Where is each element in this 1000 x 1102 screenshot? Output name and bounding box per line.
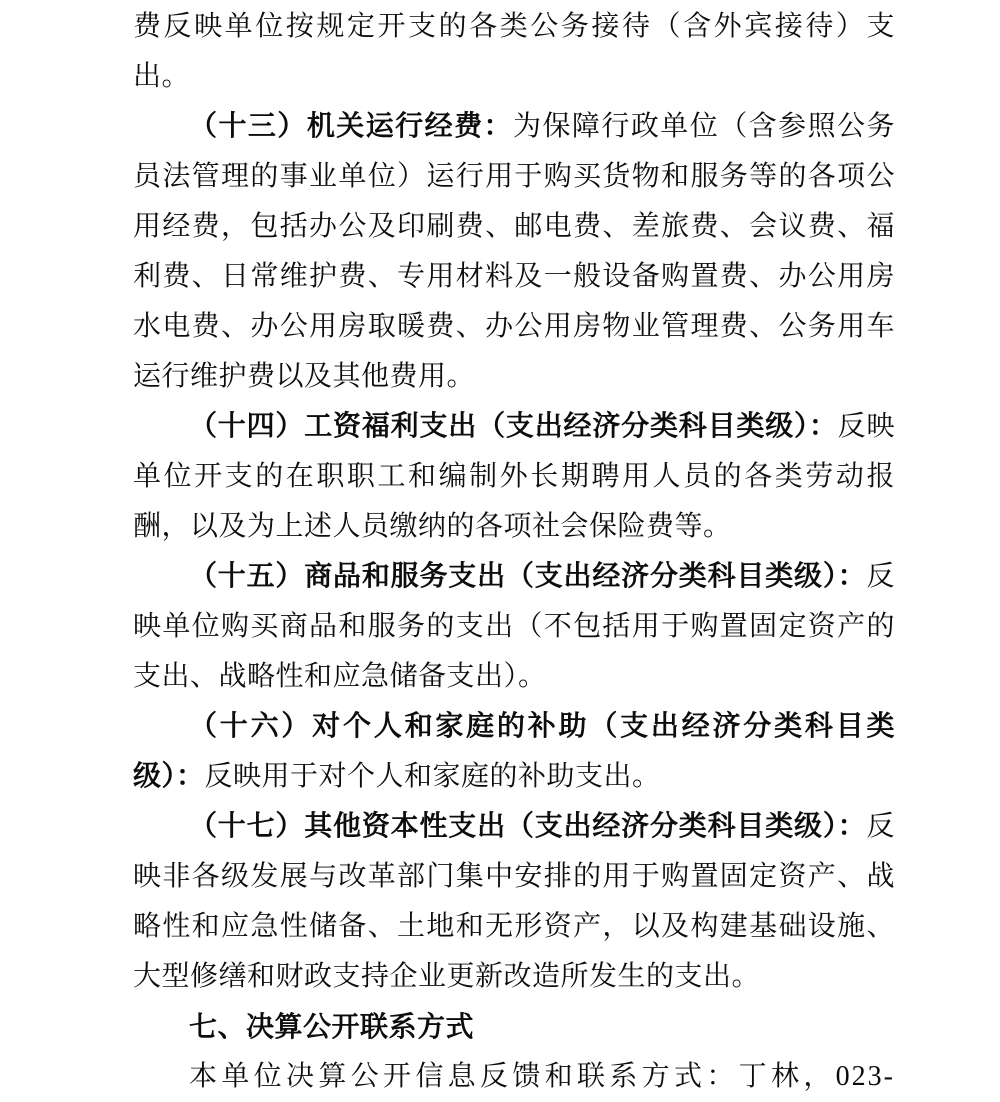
contact-line-text: 本单位决算公开信息反馈和联系方式：丁林，023- [189, 1061, 895, 1092]
item-17-body: 反映非各级发展与改革部门集中安排的用于购置固定资产、战略性和应急性储备、土地和无形资产，以及构建基础设施、大型修缮和财政支持企业更新改造所发生的支出。 [133, 811, 895, 992]
item-15-body: 反映单位购买商品和服务的支出（不包括用于购置固定资产的支出、战略性和应急储备支出）。 [133, 561, 895, 692]
paragraph-continuation-text: 费反映单位按规定开支的各类公务接待（含外宾接待）支出。 [133, 11, 895, 92]
item-17-lead: （十七）其他资本性支出（支出经济分类科目类级）： [189, 811, 867, 842]
item-13-body: 为保障行政单位（含参照公务员法管理的事业单位）运行用于购买货物和服务等的各项公用经费，包括办公及印刷费、邮电费、差旅费、会议费、福利费、日常维护费、专用材料及一般设备购置费、办公用房水电费、办公用房取暖费、办公用房物业管理费、公务用车运行维护费以及其他费用。 [133, 111, 895, 392]
section-heading-contact: 七、决算公开联系方式 [189, 1011, 475, 1042]
paragraph-continuation [133, 2, 895, 102]
item-16-lead: （十六）对个人和家庭的补助（支出经济分类科目类级）： [133, 711, 895, 792]
paragraph-item-15 [133, 552, 895, 702]
paragraph-item-13 [133, 102, 895, 402]
item-15-lead: （十五）商品和服务支出（支出经济分类科目类级）： [189, 561, 867, 592]
paragraph-item-16 [133, 702, 895, 802]
item-14-lead: （十四）工资福利支出（支出经济分类科目类级）： [189, 411, 838, 442]
paragraph-item-14 [133, 402, 895, 552]
paragraph-contact [133, 1052, 895, 1102]
item-16-body: 反映用于对个人和家庭的补助支出。 [204, 761, 661, 792]
paragraph-item-17 [133, 802, 895, 1002]
document-text-block [133, 2, 895, 1102]
item-14-body: 反映单位开支的在职职工和编制外长期聘用人员的各类劳动报酬，以及为上述人员缴纳的各项社会保险费等。 [133, 411, 895, 542]
item-13-lead: （十三）机关运行经费： [189, 111, 514, 142]
